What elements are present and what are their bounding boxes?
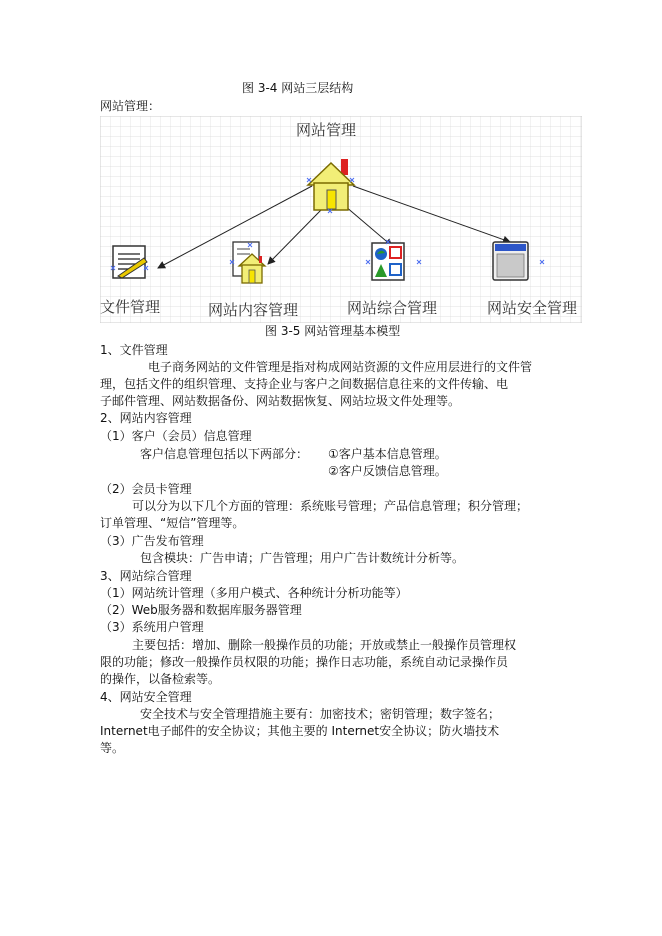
body-line: 可以分为以下几个方面的管理：系统账号管理；产品信息管理；积分管理；: [132, 499, 529, 513]
grid-background: [100, 116, 582, 323]
shapes-icon: [372, 243, 404, 280]
section-heading: 网站管理：: [100, 99, 161, 113]
root-label: 网站管理: [296, 121, 357, 139]
content-mgmt-label: 网站内容管理: [208, 301, 299, 319]
subsection-title: （2）会员卡管理: [100, 482, 192, 496]
file-mgmt-label: 文件管理: [100, 298, 161, 316]
subsection-title: （3）广告发布管理: [100, 534, 204, 548]
subsection-title: （2）Web服务器和数据库服务器管理: [100, 603, 302, 617]
body-line: 电子商务网站的文件管理是指对构成网站资源的文件应用层进行的文件管: [148, 360, 533, 374]
body-line: 子邮件管理、网站数据备份、网站数据恢复、网站垃圾文件处理等。: [100, 394, 461, 408]
security-mgmt-label: 网站安全管理: [487, 299, 578, 317]
body-line: 理，包括文件的组织管理、支持企业与客户之间数据信息往来的文件传输、电: [100, 377, 509, 391]
body-line: 安全技术与安全管理措施主要有：加密技术；密钥管理；数字签名；: [140, 707, 501, 721]
body-line: Internet电子邮件的安全协议；其他主要的 Internet安全协议；防火墙技术: [100, 724, 500, 738]
body-line: 订单管理、“短信”管理等。: [100, 516, 245, 530]
section-4-title: 4、网站安全管理: [100, 690, 192, 704]
integrated-mgmt-label: 网站综合管理: [347, 299, 438, 317]
subsection-title: （1）客户（会员）信息管理: [100, 429, 252, 443]
body-line: 限的功能；修改一般操作员权限的功能；操作日志功能，系统自动记录操作员: [100, 655, 509, 669]
section-3-title: 3、网站综合管理: [100, 569, 192, 583]
section-2-title: 2、网站内容管理: [100, 411, 192, 425]
list-item: ①客户基本信息管理。: [328, 447, 447, 461]
body-line: 包含模块：广告申请；广告管理；用户广告计数统计分析等。: [140, 551, 465, 565]
subsection-title: （3）系统用户管理: [100, 620, 204, 634]
figure-caption-top: 图 3-4 网站三层结构: [242, 81, 354, 95]
section-1-title: 1、文件管理: [100, 343, 168, 357]
document-icon: [113, 246, 147, 278]
subsection-title: （1）网站统计管理（多用户模式、各种统计分析功能等）: [100, 586, 408, 600]
window-icon: [493, 242, 528, 280]
body-line: 客户信息管理包括以下两部分：: [140, 447, 309, 461]
body-line: 的操作，以备检索等。: [100, 672, 221, 686]
website-management-diagram: [100, 116, 582, 323]
list-item: ②客户反馈信息管理。: [328, 464, 447, 478]
figure-caption-bottom: 图 3-5 网站管理基本模型: [265, 324, 401, 338]
body-line: 主要包括：增加、删除一般操作员的功能；开放或禁止一般操作员管理权: [132, 638, 517, 652]
body-line: 等。: [100, 741, 125, 755]
